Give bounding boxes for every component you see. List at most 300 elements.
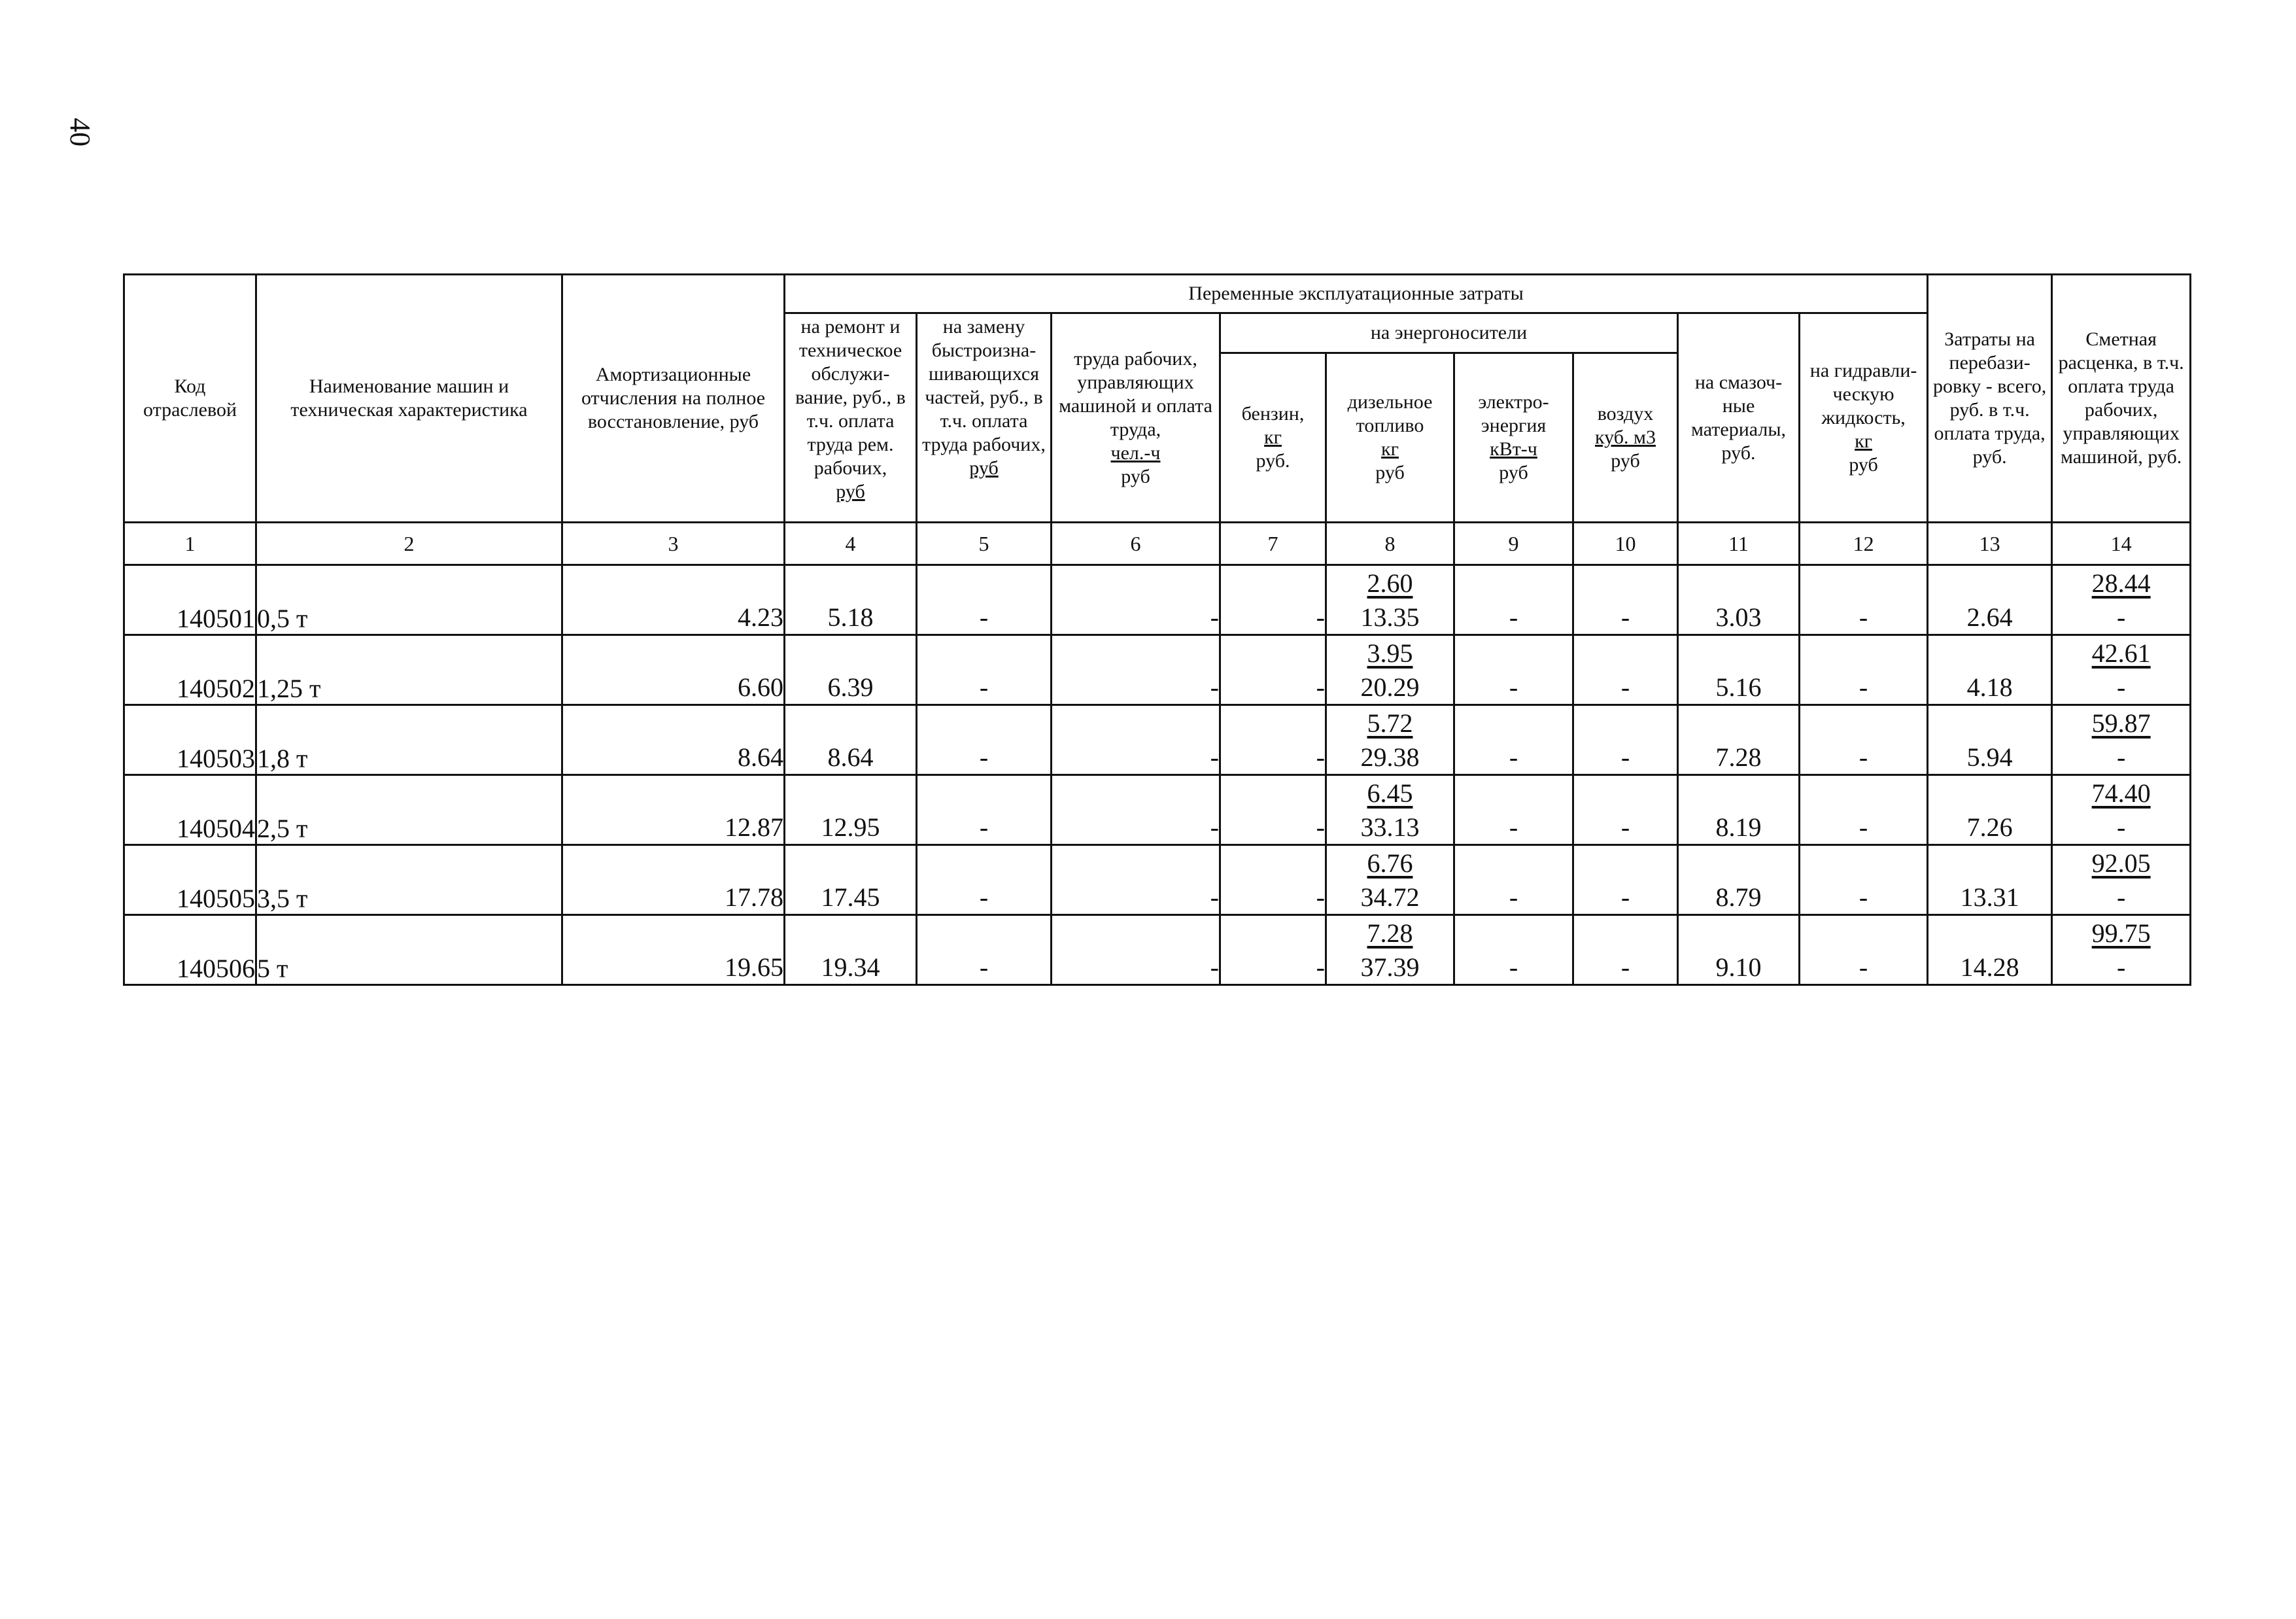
- header-replace-text: на замену быстроизна-шивающихся частей, руб., в т.ч. оплата труда рабочих,: [922, 316, 1046, 455]
- col-number: 1: [124, 523, 256, 565]
- cell-labor-top: [1052, 565, 1220, 601]
- cell-amortization: [562, 810, 785, 845]
- cell-relocation-value: 13.31: [1960, 882, 2019, 912]
- cell-relocation: [1928, 740, 2052, 775]
- cell-diesel-value: 34.72: [1360, 882, 1420, 912]
- cell-air-value: -: [1620, 882, 1630, 912]
- cell-lube-value: 8.79: [1715, 882, 1762, 912]
- cell-name: [256, 845, 562, 915]
- cell-lube-value: 3.03: [1715, 602, 1762, 632]
- cell-diesel: [1326, 810, 1454, 845]
- cell-repair-top: [785, 845, 917, 880]
- cell-amortization: [562, 740, 785, 775]
- cell-repair-top: [785, 915, 917, 950]
- cell-diesel-top: [1326, 845, 1454, 880]
- col-number: 11: [1678, 523, 1800, 565]
- cell-hydro: [1800, 950, 1928, 985]
- header-labor: [1052, 313, 1220, 523]
- cell-code-value: 140502: [177, 674, 255, 703]
- cell-replace: [917, 950, 1052, 985]
- cell-air-value: -: [1620, 952, 1630, 982]
- header-replace-unit: руб: [969, 457, 999, 479]
- cell-estimate-value: -: [2116, 882, 2126, 912]
- cell-labor: [1052, 670, 1220, 705]
- cell-hydro: [1800, 670, 1928, 705]
- cell-amortization: [562, 670, 785, 705]
- cell-electric: [1454, 810, 1573, 845]
- cell-diesel-value: 37.39: [1360, 952, 1420, 982]
- cell-estimate: [2052, 670, 2191, 705]
- cell-replace-value: -: [979, 672, 989, 702]
- cell-petrol-top: [1220, 775, 1326, 810]
- header-hydro-unit2: руб: [1849, 453, 1878, 476]
- cell-hydro: [1800, 810, 1928, 845]
- cell-estimate-top: [2052, 915, 2191, 950]
- cell-lube: [1678, 880, 1800, 915]
- header-hydro-unit1: кг: [1855, 430, 1872, 452]
- cell-labor-top: [1052, 845, 1220, 880]
- cell-estimate-top-value: 92.05: [2091, 848, 2151, 878]
- cell-name: [256, 705, 562, 775]
- cell-electric: [1454, 950, 1573, 985]
- cell-hydro-value: -: [1859, 672, 1868, 702]
- header-relocation: Затраты на перебази-ровку - всего, руб. в т.ч. оплата труда, руб.: [1928, 275, 2052, 523]
- cell-estimate-top-value: 99.75: [2091, 918, 2151, 948]
- table-body: [124, 565, 2191, 985]
- cell-lube: [1678, 810, 1800, 845]
- cell-lube-top: [1678, 565, 1800, 601]
- cell-diesel-top: [1326, 915, 1454, 950]
- cell-name: [256, 775, 562, 845]
- cell-replace-top: [917, 845, 1052, 880]
- cell-name: [256, 635, 562, 705]
- cell-amortization-value: 17.78: [725, 882, 783, 912]
- cell-lube-top: [1678, 635, 1800, 670]
- cell-diesel-value: 13.35: [1360, 602, 1420, 632]
- header-hydro: [1800, 313, 1928, 523]
- header-labor-unit1: чел.-ч: [1110, 442, 1161, 464]
- cell-repair-value: 12.95: [821, 812, 880, 842]
- cell-replace-value: -: [979, 742, 989, 772]
- cell-replace-top: [917, 635, 1052, 670]
- cell-petrol-value: -: [1316, 882, 1325, 912]
- col-number: 8: [1326, 523, 1454, 565]
- cell-amortization: [562, 600, 785, 635]
- cell-repair-value: 17.45: [821, 882, 880, 912]
- cell-labor: [1052, 950, 1220, 985]
- cell-amortization: [562, 950, 785, 985]
- cell-estimate-top: [2052, 635, 2191, 670]
- cell-petrol: [1220, 600, 1326, 635]
- cell-amort-top: [562, 635, 785, 670]
- header-diesel-unit2: руб: [1375, 462, 1405, 483]
- cell-relocation: [1928, 950, 2052, 985]
- cell-name-value: 0,5 т: [257, 604, 308, 633]
- cell-electric-top: [1454, 635, 1573, 670]
- cell-diesel-top-value: 2.60: [1367, 568, 1413, 598]
- cell-diesel-value: 29.38: [1360, 742, 1420, 772]
- cell-replace-value: -: [979, 882, 989, 912]
- cell-electric-value: -: [1509, 742, 1518, 772]
- col-number: 12: [1800, 523, 1928, 565]
- cell-hydro-top: [1800, 845, 1928, 880]
- cell-repair: [785, 810, 917, 845]
- cell-lube-value: 8.19: [1715, 812, 1762, 842]
- cell-amortization-value: 4.23: [738, 602, 783, 632]
- header-electric-text: электро-энергия: [1478, 391, 1549, 436]
- cell-air: [1573, 740, 1678, 775]
- cell-replace-value: -: [979, 812, 989, 842]
- cell-repair: [785, 600, 917, 635]
- cell-estimate-value: -: [2116, 812, 2126, 842]
- col-number: 14: [2052, 523, 2191, 565]
- cell-relocation-top: [1928, 915, 2052, 950]
- cell-diesel-value: 20.29: [1360, 672, 1420, 702]
- cell-lube: [1678, 950, 1800, 985]
- cell-name: [256, 915, 562, 985]
- cell-diesel: [1326, 950, 1454, 985]
- cell-repair: [785, 670, 917, 705]
- cell-relocation-top: [1928, 845, 2052, 880]
- cell-electric-top: [1454, 565, 1573, 601]
- cell-relocation-value: 14.28: [1960, 952, 2019, 982]
- table-row-top: [124, 915, 2191, 950]
- cell-amortization-value: 8.64: [738, 742, 783, 772]
- cell-relocation-value: 5.94: [1966, 742, 2013, 772]
- cell-diesel: [1326, 740, 1454, 775]
- header-lube: на смазоч-ные материалы, руб.: [1678, 313, 1800, 523]
- cell-air-top: [1573, 915, 1678, 950]
- cell-code-value: 140506: [177, 954, 255, 983]
- cell-labor: [1052, 810, 1220, 845]
- cell-hydro-value: -: [1859, 602, 1868, 632]
- cell-replace: [917, 880, 1052, 915]
- cell-diesel-top-value: 6.45: [1367, 778, 1413, 808]
- col-number: 7: [1220, 523, 1326, 565]
- table-row-top: [124, 845, 2191, 880]
- cell-code-value: 140505: [177, 884, 255, 913]
- cell-estimate-value: -: [2116, 742, 2126, 772]
- cell-air: [1573, 670, 1678, 705]
- cell-estimate-top-value: 74.40: [2091, 778, 2151, 808]
- cell-amortization-value: 12.87: [725, 812, 783, 842]
- table-row-top: [124, 635, 2191, 670]
- cell-repair-value: 19.34: [821, 952, 880, 982]
- header-name: Наименование машин и техническая характеристика: [256, 275, 562, 523]
- header-diesel: [1326, 353, 1454, 523]
- cell-petrol-value: -: [1316, 952, 1325, 982]
- col-number: 2: [256, 523, 562, 565]
- cell-air: [1573, 600, 1678, 635]
- cell-estimate: [2052, 600, 2191, 635]
- cell-repair-top: [785, 705, 917, 740]
- cell-lube-top: [1678, 775, 1800, 810]
- col-number: 3: [562, 523, 785, 565]
- cell-amortization: [562, 880, 785, 915]
- cell-hydro: [1800, 600, 1928, 635]
- cell-repair: [785, 950, 917, 985]
- cell-relocation-value: 4.18: [1966, 672, 2013, 702]
- cell-lube: [1678, 740, 1800, 775]
- cell-lube: [1678, 600, 1800, 635]
- cell-labor-top: [1052, 635, 1220, 670]
- cell-electric-top: [1454, 845, 1573, 880]
- cell-air-top: [1573, 705, 1678, 740]
- cell-replace-top: [917, 705, 1052, 740]
- header-replace: [917, 313, 1052, 523]
- cell-relocation-top: [1928, 775, 2052, 810]
- header-repair: [785, 313, 917, 523]
- header-amortization: Амортизационные отчисления на полное восстановление, руб: [562, 275, 785, 523]
- header-petrol: [1220, 353, 1326, 523]
- header-air-unit1: куб. м3: [1594, 427, 1656, 448]
- cell-repair-top: [785, 775, 917, 810]
- table-row-top: [124, 565, 2191, 601]
- header-energy: на энергоносители: [1220, 313, 1678, 353]
- cell-name-value: 2,5 т: [257, 814, 308, 843]
- header-diesel-unit1: кг: [1381, 438, 1399, 460]
- cell-hydro-top: [1800, 635, 1928, 670]
- cell-estimate-top: [2052, 775, 2191, 810]
- cell-code: [124, 705, 256, 775]
- cell-relocation-top: [1928, 565, 2052, 601]
- cell-replace: [917, 740, 1052, 775]
- cell-petrol-top: [1220, 635, 1326, 670]
- cell-diesel-top: [1326, 565, 1454, 601]
- cell-air: [1573, 810, 1678, 845]
- cell-amort-top: [562, 705, 785, 740]
- cell-replace: [917, 810, 1052, 845]
- header-labor-text: труда рабочих, управляющих машиной и оплата труда,: [1059, 347, 1212, 440]
- cell-lube-value: 5.16: [1715, 672, 1762, 702]
- cell-name-value: 5 т: [257, 954, 288, 983]
- cell-replace-top: [917, 775, 1052, 810]
- cell-diesel: [1326, 670, 1454, 705]
- cell-diesel-top-value: 6.76: [1367, 848, 1413, 878]
- col-number: 9: [1454, 523, 1573, 565]
- cell-electric: [1454, 670, 1573, 705]
- cell-repair-value: 8.64: [827, 742, 874, 772]
- cell-diesel-top-value: 3.95: [1367, 638, 1413, 668]
- cell-hydro-top: [1800, 775, 1928, 810]
- cell-relocation: [1928, 670, 2052, 705]
- header-repair-text: на ремонт и техническое обслужи-вание, руб., в т.ч. оплата труда рем. рабочих,: [795, 316, 906, 479]
- machine-cost-table: [123, 273, 2191, 986]
- cell-replace-value: -: [979, 602, 989, 632]
- cell-code-value: 140501: [177, 604, 255, 633]
- cell-petrol-top: [1220, 565, 1326, 601]
- page-number: 40: [64, 118, 96, 147]
- table-row-top: [124, 775, 2191, 810]
- cell-estimate: [2052, 740, 2191, 775]
- header-air: [1573, 353, 1678, 523]
- header-hydro-text: на гидравли-ческую жидкость,: [1809, 359, 1917, 428]
- cell-electric-value: -: [1509, 602, 1518, 632]
- cell-air-value: -: [1620, 812, 1630, 842]
- cell-lube-top: [1678, 845, 1800, 880]
- cell-hydro-value: -: [1859, 742, 1868, 772]
- cell-name-value: 1,25 т: [257, 674, 321, 703]
- header-electric-unit2: руб: [1499, 462, 1528, 483]
- cell-labor-value: -: [1210, 812, 1219, 842]
- cell-code-value: 140504: [177, 814, 255, 843]
- cell-air-top: [1573, 565, 1678, 601]
- cell-electric: [1454, 740, 1573, 775]
- header-petrol-unit2: руб.: [1256, 450, 1290, 472]
- cell-petrol: [1220, 670, 1326, 705]
- cell-petrol: [1220, 810, 1326, 845]
- cell-diesel-top: [1326, 705, 1454, 740]
- cell-diesel: [1326, 600, 1454, 635]
- cell-air-value: -: [1620, 742, 1630, 772]
- cell-relocation: [1928, 810, 2052, 845]
- cell-air: [1573, 880, 1678, 915]
- cell-petrol-value: -: [1316, 812, 1325, 842]
- cell-hydro-value: -: [1859, 952, 1868, 982]
- cell-relocation-value: 2.64: [1966, 602, 2013, 632]
- cell-estimate-top: [2052, 705, 2191, 740]
- cell-labor-value: -: [1210, 672, 1219, 702]
- cell-estimate: [2052, 880, 2191, 915]
- cell-estimate-top-value: 42.61: [2091, 638, 2151, 668]
- cell-code-value: 140503: [177, 744, 255, 773]
- cell-code: [124, 635, 256, 705]
- cell-air-top: [1573, 845, 1678, 880]
- cell-electric: [1454, 600, 1573, 635]
- cell-estimate: [2052, 810, 2191, 845]
- cell-estimate-value: -: [2116, 952, 2126, 982]
- cell-estimate: [2052, 950, 2191, 985]
- cell-air-value: -: [1620, 672, 1630, 702]
- table-row-top: [124, 705, 2191, 740]
- cell-amort-top: [562, 775, 785, 810]
- cell-labor-value: -: [1210, 602, 1219, 632]
- cell-repair: [785, 880, 917, 915]
- cell-relocation-top: [1928, 635, 2052, 670]
- cell-electric-top: [1454, 705, 1573, 740]
- cell-code: [124, 915, 256, 985]
- cell-labor-value: -: [1210, 882, 1219, 912]
- cell-amortization-value: 19.65: [725, 952, 783, 982]
- cell-hydro: [1800, 740, 1928, 775]
- col-number: 4: [785, 523, 917, 565]
- header-electric: [1454, 353, 1573, 523]
- header-variable-costs: Переменные эксплуатационные затраты: [785, 275, 1928, 313]
- cell-labor-value: -: [1210, 742, 1219, 772]
- cell-hydro: [1800, 880, 1928, 915]
- cell-air-value: -: [1620, 602, 1630, 632]
- cell-amort-top: [562, 915, 785, 950]
- col-number: 5: [917, 523, 1052, 565]
- cell-repair-top: [785, 635, 917, 670]
- col-number: 6: [1052, 523, 1220, 565]
- cell-lube-value: 7.28: [1715, 742, 1762, 772]
- cell-diesel-top-value: 7.28: [1367, 918, 1413, 948]
- cell-electric: [1454, 880, 1573, 915]
- cell-labor: [1052, 600, 1220, 635]
- cell-repair-top: [785, 565, 917, 601]
- cell-petrol-value: -: [1316, 742, 1325, 772]
- header-labor-unit2: руб: [1121, 465, 1150, 487]
- cell-repair: [785, 740, 917, 775]
- cell-amort-top: [562, 845, 785, 880]
- cell-petrol-top: [1220, 845, 1326, 880]
- cell-relocation: [1928, 880, 2052, 915]
- cell-repair-value: 6.39: [827, 672, 874, 702]
- cell-electric-top: [1454, 915, 1573, 950]
- cell-diesel-top: [1326, 775, 1454, 810]
- cell-air: [1573, 950, 1678, 985]
- cell-petrol: [1220, 880, 1326, 915]
- cell-labor: [1052, 740, 1220, 775]
- cell-labor-top: [1052, 705, 1220, 740]
- cell-estimate-top: [2052, 565, 2191, 601]
- header-code: Код отраслевой: [124, 275, 256, 523]
- header-petrol-unit1: кг: [1264, 427, 1282, 448]
- cell-labor: [1052, 880, 1220, 915]
- cell-hydro-top: [1800, 705, 1928, 740]
- cell-petrol-value: -: [1316, 672, 1325, 702]
- cell-name-value: 3,5 т: [257, 884, 308, 913]
- cell-relocation: [1928, 600, 2052, 635]
- cell-diesel: [1326, 880, 1454, 915]
- cell-labor-top: [1052, 915, 1220, 950]
- cell-petrol-value: -: [1316, 602, 1325, 632]
- header-air-unit2: руб: [1611, 450, 1640, 472]
- cell-labor-top: [1052, 775, 1220, 810]
- header-estimate: Сметная расценка, в т.ч. оплата труда рабочих, управляющих машиной, руб.: [2052, 275, 2191, 523]
- cell-lube-top: [1678, 705, 1800, 740]
- cell-code: [124, 565, 256, 635]
- cell-hydro-top: [1800, 565, 1928, 601]
- cell-air-top: [1573, 635, 1678, 670]
- header-repair-unit: руб: [836, 481, 865, 502]
- cell-replace-top: [917, 915, 1052, 950]
- header-electric-unit1: кВт-ч: [1490, 438, 1537, 460]
- header-air-text: воздух: [1597, 403, 1654, 425]
- cell-estimate-value: -: [2116, 602, 2126, 632]
- cell-repair-value: 5.18: [827, 602, 874, 632]
- cell-electric-value: -: [1509, 952, 1518, 982]
- cell-amortization-value: 6.60: [738, 672, 783, 702]
- cell-diesel-value: 33.13: [1360, 812, 1420, 842]
- cell-labor-value: -: [1210, 952, 1219, 982]
- cell-petrol: [1220, 950, 1326, 985]
- cell-name: [256, 565, 562, 635]
- cell-estimate-top: [2052, 845, 2191, 880]
- cell-hydro-value: -: [1859, 882, 1868, 912]
- cell-hydro-value: -: [1859, 812, 1868, 842]
- cell-relocation-value: 7.26: [1966, 812, 2013, 842]
- cell-lube-top: [1678, 915, 1800, 950]
- cell-electric-value: -: [1509, 672, 1518, 702]
- cell-diesel-top: [1326, 635, 1454, 670]
- cell-code: [124, 775, 256, 845]
- header-petrol-text: бензин,: [1241, 403, 1305, 425]
- cell-amort-top: [562, 565, 785, 601]
- cell-replace: [917, 600, 1052, 635]
- cell-diesel-top-value: 5.72: [1367, 708, 1413, 738]
- cell-petrol-top: [1220, 915, 1326, 950]
- cell-electric-top: [1454, 775, 1573, 810]
- cell-air-top: [1573, 775, 1678, 810]
- cell-code: [124, 845, 256, 915]
- col-number: 10: [1573, 523, 1678, 565]
- cell-relocation-top: [1928, 705, 2052, 740]
- cell-replace-top: [917, 565, 1052, 601]
- cell-estimate-top-value: 59.87: [2091, 708, 2151, 738]
- col-number: 13: [1928, 523, 2052, 565]
